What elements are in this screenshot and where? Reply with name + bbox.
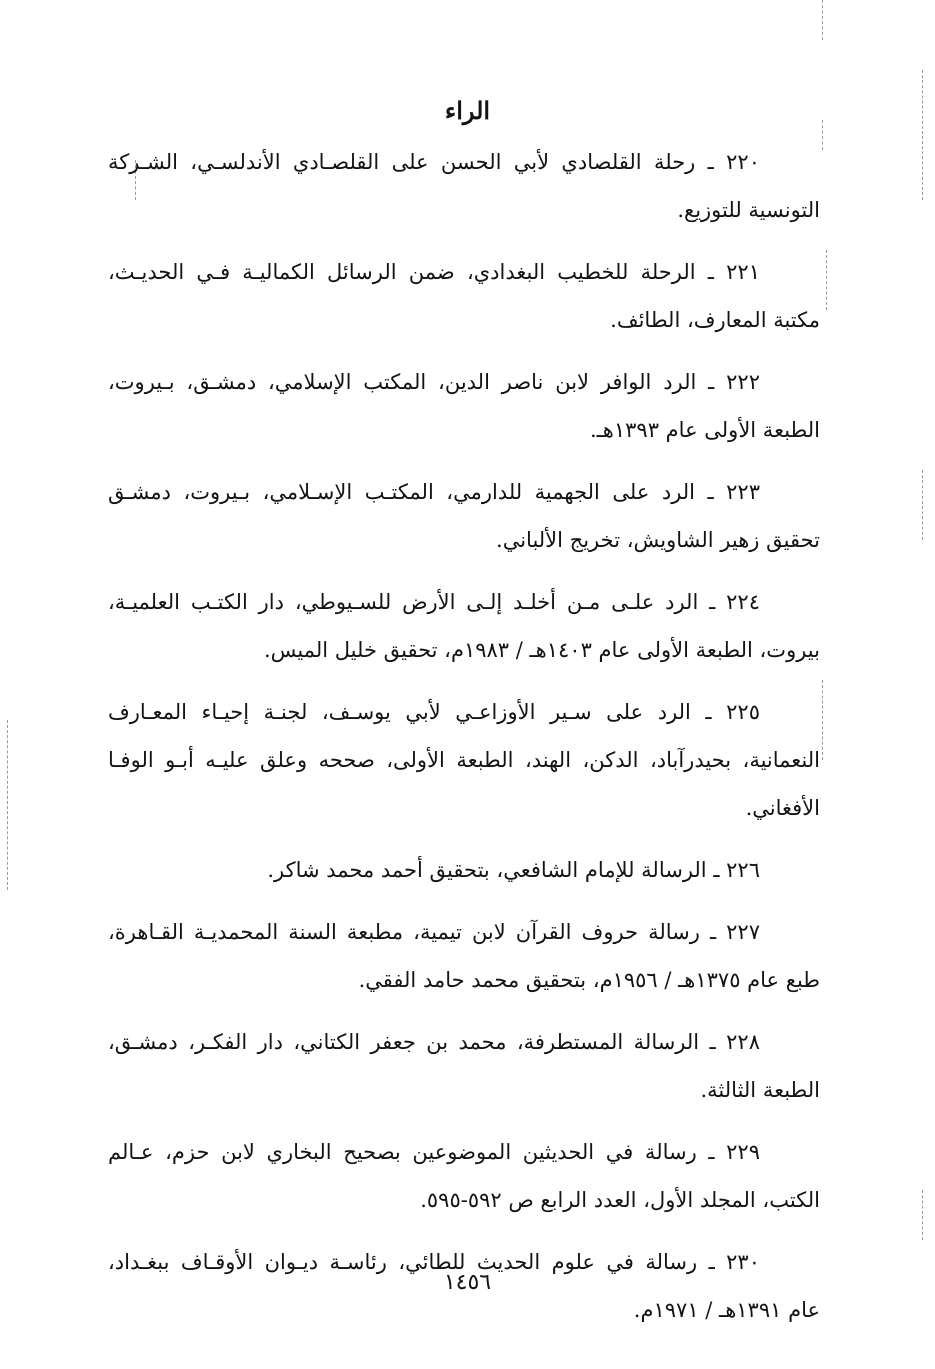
entry-line: ٢٢٢ ـ الرد الوافر لابن ناصر الدين، المكتب الإسلامي، دمشـق، بـيروت، <box>108 370 760 394</box>
scan-margin-mark <box>826 250 827 310</box>
scan-margin-mark <box>822 680 823 760</box>
scan-margin-mark <box>922 470 923 540</box>
scan-margin-mark <box>822 0 823 40</box>
entry-line: ٢٣٠ ـ رسالة في علوم الحديث للطائي، رئاسـة ديـوان الأوقـاف ببغـداد، <box>108 1250 760 1274</box>
entry-line: الطبعة الثالثة. <box>700 1078 820 1102</box>
bibliography-list <box>108 138 820 1348</box>
entry-line: بيروت، الطبعة الأولى عام ١٤٠٣هـ / ١٩٨٣م، تحقيق خليل الميس. <box>263 638 820 662</box>
scan-margin-mark <box>922 1190 923 1240</box>
bibliography-entry-225 <box>108 688 820 832</box>
bibliography-entry-229 <box>108 1128 820 1224</box>
scan-margin-mark <box>7 720 8 890</box>
entry-line: ٢٢٦ ـ الرسالة للإمام الشافعي، بتحقيق أحمد محمد شاكر. <box>267 858 760 882</box>
bibliography-entry-227 <box>108 908 820 1004</box>
scan-margin-mark <box>922 70 923 200</box>
page-heading: الراء <box>444 96 491 125</box>
entry-line: ٢٢٥ ـ الرد على سـير الأوزاعـي لأبي يوسـف، لجنـة إحيـاء المعـارف <box>108 700 760 724</box>
page-number: ١٤٥٦ <box>443 1270 492 1295</box>
entry-line: ٢٢٨ ـ الرسالة المستطرفة، محمد بن جعفر الكتاني، دار الفكـر، دمشـق، <box>108 1030 760 1054</box>
entry-line: ٢٢٠ ـ رحلة القلصادي لأبي الحسن على القلصـادي الأندلسـي، الشـركة <box>108 150 760 174</box>
entry-line: مكتبة المعارف، الطائف. <box>610 308 820 332</box>
entry-line: ٢٢١ ـ الرحلة للخطيب البغدادي، ضمن الرسائل الكماليـة فـي الحديـث، <box>108 260 760 284</box>
bibliography-entry-221 <box>108 248 820 344</box>
entry-line: الطبعة الأولى عام ١٣٩٣هـ. <box>589 418 820 442</box>
entry-line: طبع عام ١٣٧٥هـ / ١٩٥٦م، بتحقيق محمد حامد الفقي. <box>358 968 820 992</box>
entry-line: ٢٢٤ ـ الرد علـى مـن أخلـد إلـى الأرض للسـيوطي، دار الكتـب العلميـة، <box>108 590 760 614</box>
entry-line: الأفغاني. <box>745 796 820 820</box>
bibliography-entry-223 <box>108 468 820 564</box>
entry-line: النعمانية، بحيدرآباد، الدكن، الهند، الطبعة الأولى، صححه وعلق عليـه أبـو الوفـا <box>108 748 820 772</box>
entry-line: التونسية للتوزيع. <box>677 198 820 222</box>
entry-line: عام ١٣٩١هـ / ١٩٧١م. <box>633 1298 820 1322</box>
bibliography-entry-226 <box>108 846 820 894</box>
entry-line: ٢٢٩ ـ رسالة في الحديثين الموضوعين بصحيح البخاري لابن حزم، عـالم <box>108 1140 760 1164</box>
bibliography-entry-228 <box>108 1018 820 1114</box>
bibliography-entry-224 <box>108 578 820 674</box>
entry-line: ٢٢٣ ـ الرد على الجهمية للدارمي، المكتـب الإسـلامي، بـيروت، دمشـق <box>108 480 760 504</box>
entry-line: الكتب، المجلد الأول، العدد الرابع ص ٥٩٢-٥٩٥. <box>420 1188 820 1212</box>
entry-line: ٢٢٧ ـ رسالة حروف القرآن لابن تيمية، مطبعة السنة المحمديـة القـاهرة، <box>108 920 760 944</box>
bibliography-entry-220 <box>108 138 820 234</box>
bibliography-entry-222 <box>108 358 820 454</box>
entry-line: تحقيق زهير الشاويش، تخريج الألباني. <box>496 528 820 552</box>
